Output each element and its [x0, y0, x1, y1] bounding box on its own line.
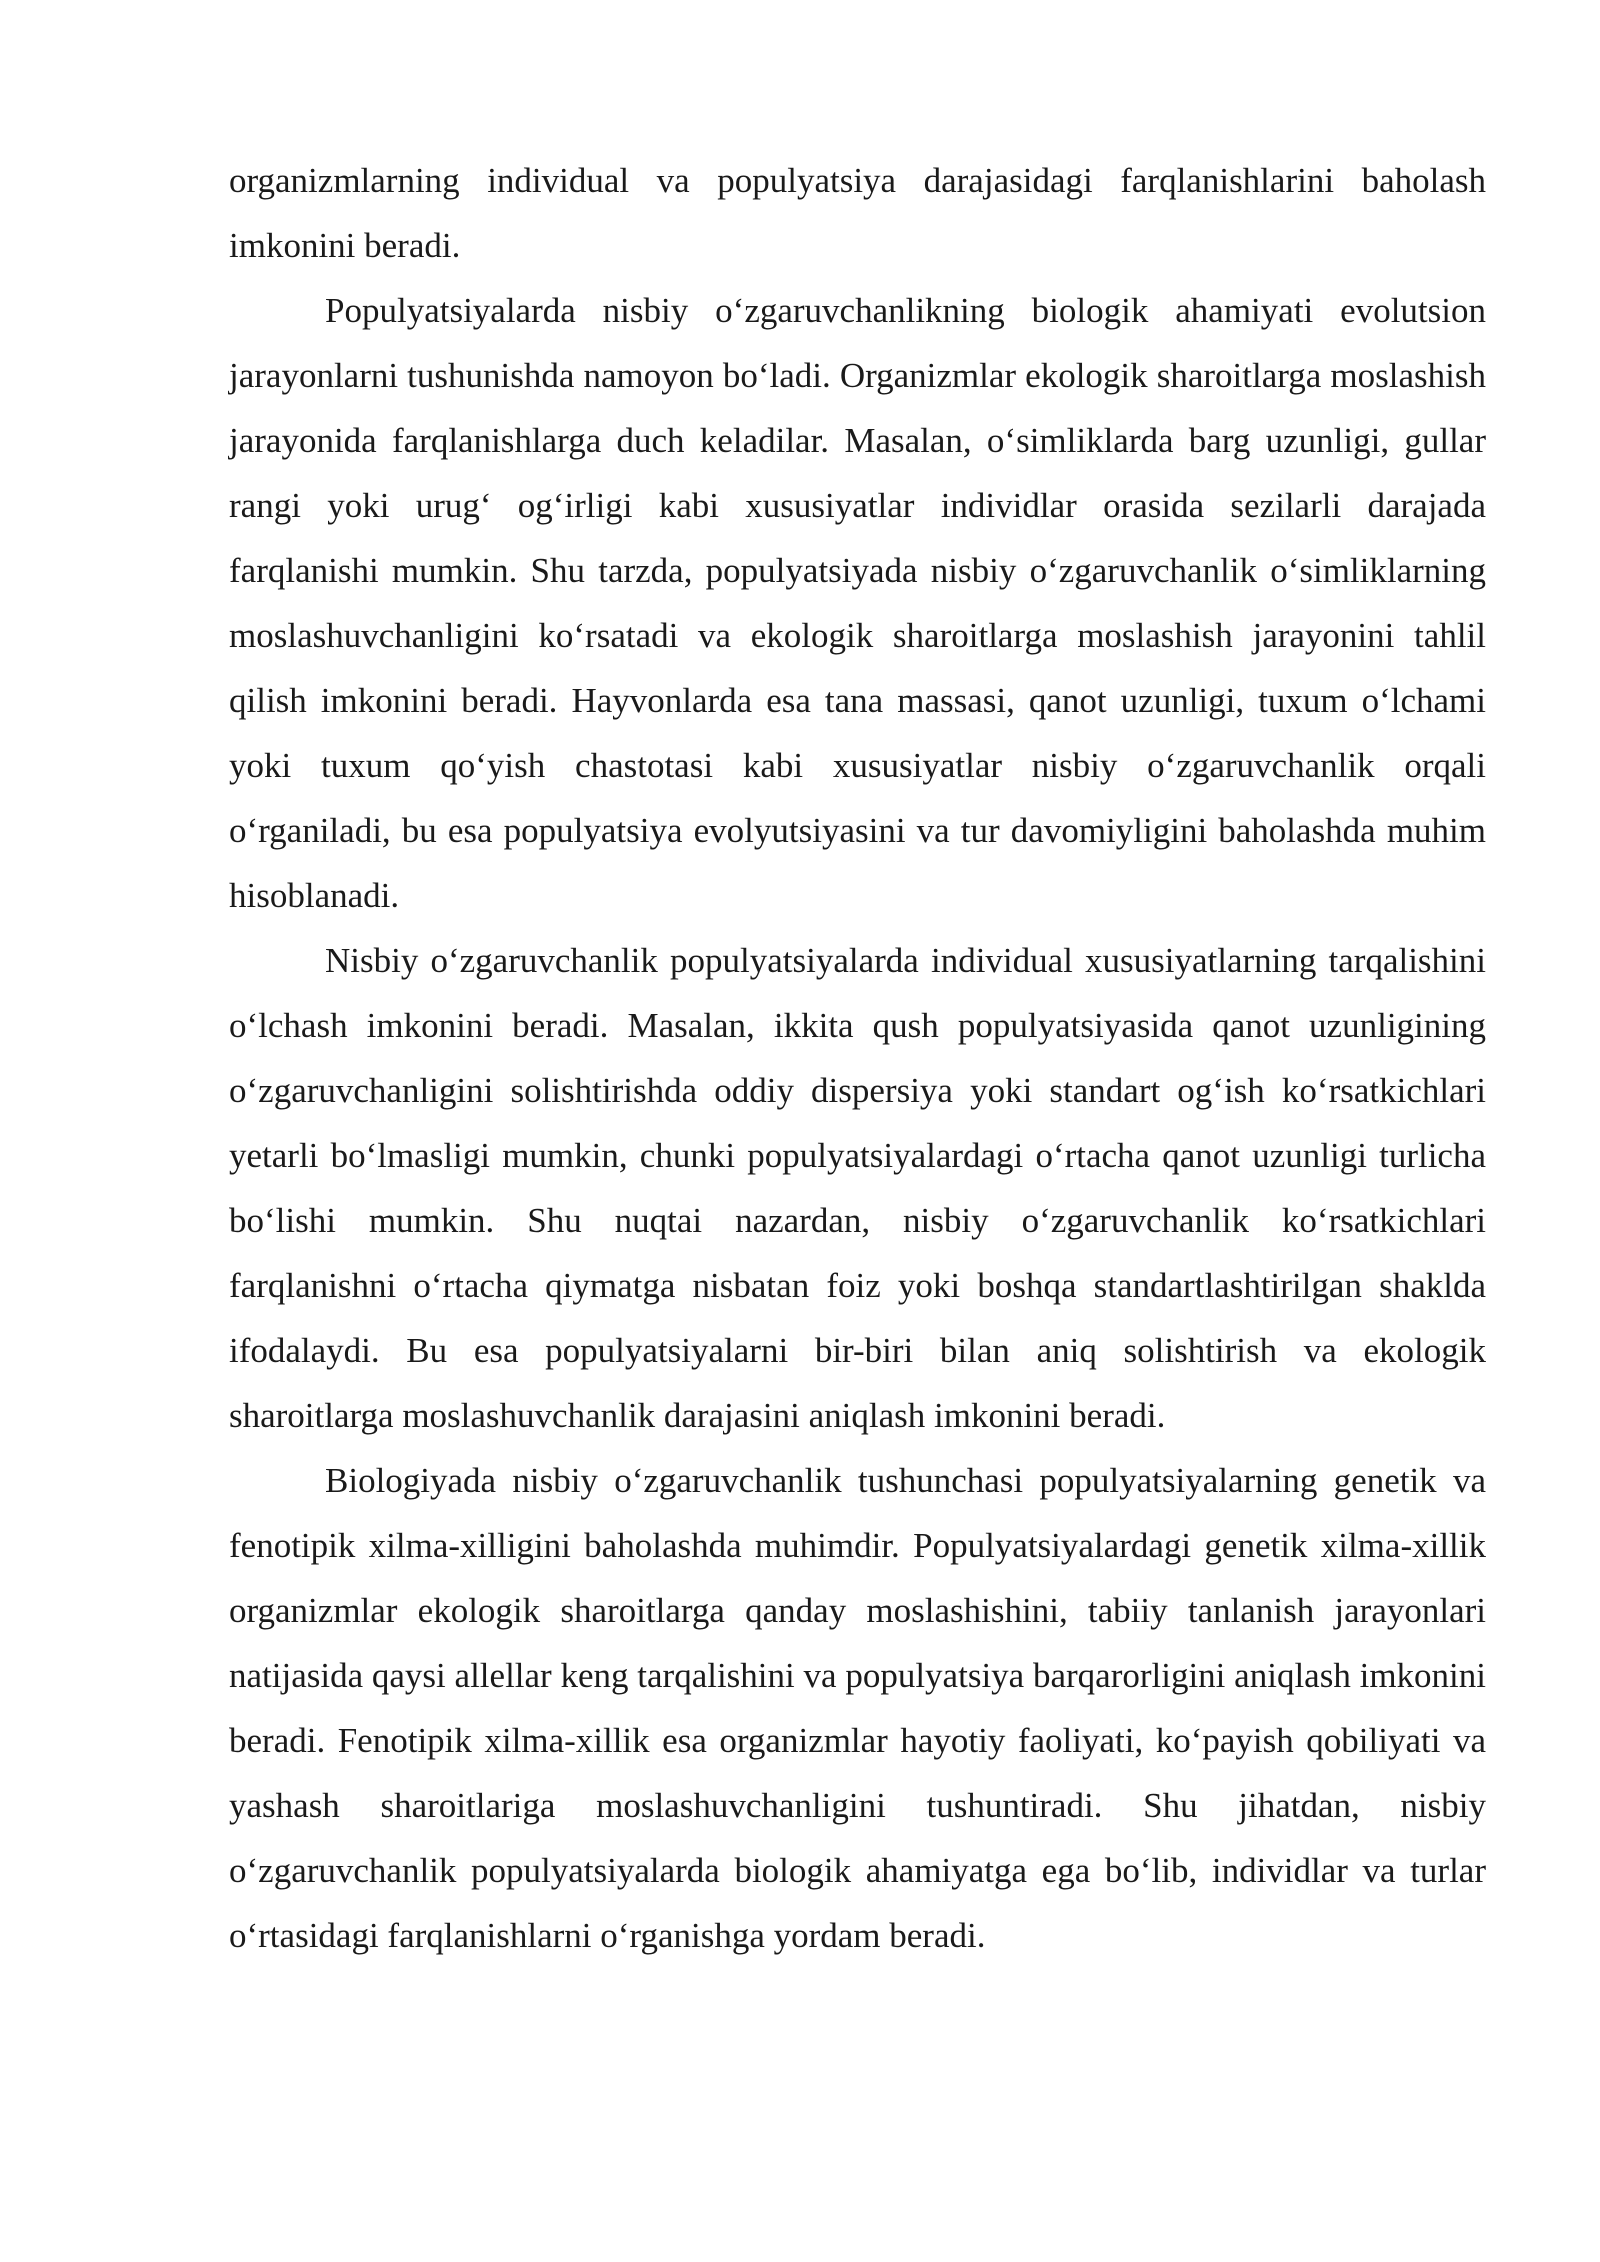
paragraph-relative-variability-significance: Populyatsiyalarda nisbiy o‘zgaruvchanlikning biologik ahamiyati evolutsion jarayonlarni tushunishda namoyon bo‘ladi. Organizmlar ekologik sharoitlarga moslashish jarayonida farqlanishlarga duch keladilar. Masalan, o‘simliklarda barg uzunligi, gullar rangi yoki urug‘ og‘irligi kabi xususiyatlar individlar orasida sezilarli darajada farqlanishi mumkin. Shu tarzda, populyatsiyada nisbiy o‘zgaruvchanlik o‘simliklarning moslashuvchanligini ko‘rsatadi va ekologik sharoitlarga moslashish jarayonini tahlil qilish imkonini beradi. Hayvonlarda esa tana massasi, qanot uzunligi, tuxum o‘lchami yoki tuxum qo‘yish chastotasi kabi xususiyatlar nisbiy o‘zgaruvchanlik orqali o‘rganiladi, bu esa populyatsiya evolyutsiyasini va tur davomiyligini baholashda muhim hisoblanadi.	[229, 291, 1486, 915]
paragraph-genetic-phenotypic-diversity: Biologiyada nisbiy o‘zgaruvchanlik tushunchasi populyatsiyalarning genetik va fenotipik xilma-xilligini baholashda muhimdir. Populyatsiyalardagi genetik xilma-xillik organizmlar ekologik sharoitlarga qanday moslashishini, tabiiy tanlanish jarayonlari natijasida qaysi allellar keng tarqalishini va populyatsiya barqarorligini aniqlash imkonini beradi. Fenotipik xilma-xillik esa organizmlar hayotiy faoliyati, ko‘payish qobiliyati va yashash sharoitlariga moslashuvchanligini tushuntiradi. Shu jihatdan, nisbiy o‘zgaruvchanlik populyatsiyalarda biologik ahamiyatga ega bo‘lib, individlar va turlar o‘rtasidagi farqlanishlarni o‘rganishga yordam beradi.	[229, 1461, 1486, 1955]
paragraph-measuring-distribution: Nisbiy o‘zgaruvchanlik populyatsiyalarda individual xususiyatlarning tarqalishini o‘lchash imkonini beradi. Masalan, ikkita qush populyatsiyasida qanot uzunligining o‘zgaruvchanligini solishtirishda oddiy dispersiya yoki standart og‘ish ko‘rsatkichlari yetarli bo‘lmasligi mumkin, chunki populyatsiyalardagi o‘rtacha qanot uzunligi turlicha bo‘lishi mumkin. Shu nuqtai nazardan, nisbiy o‘zgaruvchanlik ko‘rsatkichlari farqlanishni o‘rtacha qiymatga nisbatan foiz yoki boshqa standartlashtirilgan shaklda ifodalaydi. Bu esa populyatsiyalarni bir-biri bilan aniq solishtirish va ekologik sharoitlarga moslashuvchanlik darajasini aniqlash imkonini beradi.	[229, 941, 1486, 1435]
document-body	[229, 148, 1486, 1968]
paragraph-continuation: organizmlarning individual va populyatsiya darajasidagi farqlanishlarini baholash imkonini beradi.	[229, 161, 1486, 265]
